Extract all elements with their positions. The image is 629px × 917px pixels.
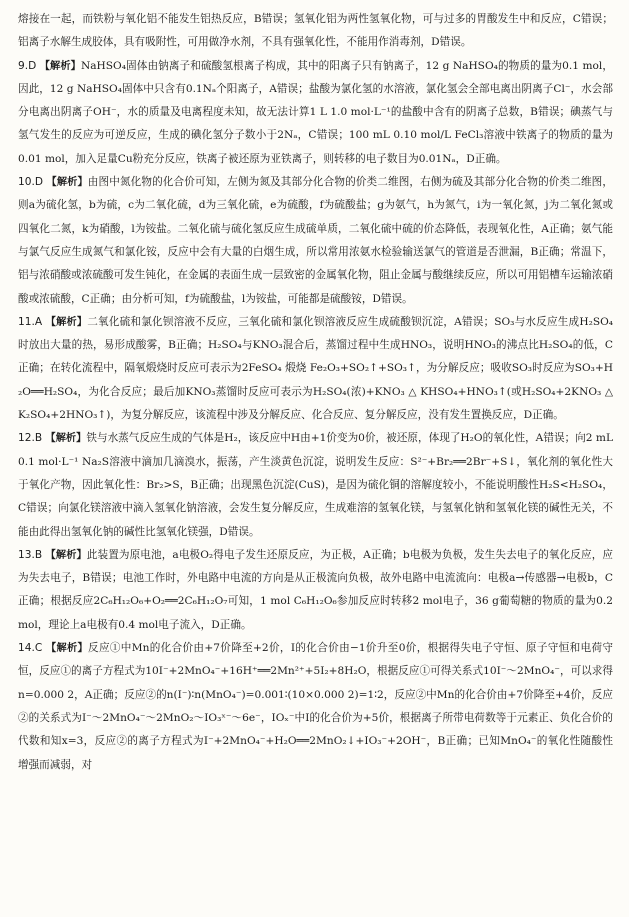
analysis-tag: 【解析】: [45, 643, 89, 655]
question-number: 12.B: [18, 432, 43, 445]
analysis-text: 二氧化硫和氯化钡溶液不反应，三氧化硫和氯化钡溶液反应生成硫酸钡沉淀，A错误；SO₃与水反应生成H₂SO₄时放出大量的热，易形成酸雾，B正确；H₂SO₄与KNO₃混合后，蒸馏过程中生成HNO₃，说明HNO₃的沸点比H₂SO₄的低，C正确；在转化流程中，隔氧煅烧时反应可表示为2FeSO₄ 煅烧 Fe₂O₃+SO₂↑+SO₃↑，为分解反应；吸收SO₃时反应为SO₃+H₂O══H₂SO₄，为化合反应；最后加KNO₃蒸馏时反应可表示为H₂SO₄(浓)+KNO₃ △ KHSO₄+HNO₃↑(或H₂SO₄+2KNO₃ △ K₂SO₄+2HNO₃↑)，为复分解反应，该流程中涉及分解反应、化合反应、复分解反应，没有发生置换反应，D正确。: [18, 315, 614, 422]
question-number: 11.A: [18, 315, 43, 328]
analysis-text: 反应①中Mn的化合价由+7价降至+2价，I的化合价由−1价升至0价，根据得失电子守恒、原子守恒和电荷守恒，反应①的离子方程式为10I⁻+2MnO₄⁻+16H⁺══2Mn²⁺+5I₂+8H₂O，根据反应①可得关系式10I⁻～2MnO₄⁻，可以求得n=0.000 2，A正确；反应②的n(I⁻)∶n(MnO₄⁻)=0.001∶(10×0.000 2)=1∶2，反应②中Mn的化合价由+7价降至+4价，反应②的关系式为I⁻～2MnO₄⁻～2MnO₂～IO₃ˣ⁻～6e⁻，IOₓ⁻中I的化合价为+5价，根据离子所带电荷数等于元素正、负化合价的代数和知x=3，反应②的离子方程式为I⁻+2MnO₄⁻+H₂O══2MnO₂↓+IO₃⁻+2OH⁻，B正确；已知MnO₄⁻的氧化性随酸性增强而减弱，对: [18, 642, 613, 771]
analysis-tag: 【解析】: [46, 177, 88, 189]
answer-item-12: [18, 427, 613, 543]
question-number: 9.D: [18, 59, 37, 72]
analysis-tag: 【解析】: [45, 316, 88, 328]
answer-item-11: [18, 311, 613, 427]
answer-item-14: [18, 637, 613, 777]
answer-item-13: [18, 544, 613, 637]
answer-item-10: [18, 171, 613, 311]
analysis-text: 铁与水蒸气反应生成的气体是H₂，该反应中H由+1价变为0价，被还原，体现了H₂O的氧化性，A错误；向2 mL 0.1 mol·L⁻¹ Na₂S溶液中滴加几滴溴水，振荡，产生淡黄色沉淀，说明发生反应：S²⁻+Br₂══2Br⁻+S↓，氧化剂的氧化性大于氧化产物，因此氧化性：Br₂>S，B正确；出现黑色沉淀(CuS)，是因为硫化铜的溶解度较小，不能说明酸性H₂S<H₂SO₄，C错误；向氯化镁溶液中滴入氢氧化钠溶液，会发生复分解反应，生成难溶的氢氧化镁，与氢氧化钠和氢氧化镁的碱性无关，不能由此得出氢氧化钠的碱性比氢氧化镁强，D错误。: [18, 432, 613, 538]
analysis-text: 由图中氮化物的化合价可知，左侧为氮及其部分化合物的价类二维图，右侧为硫及其部分化合物的价类二维图，则a为硫化氢，b为硫，c为二氧化硫，d为三氧化硫，e为硫酸，f为硫酸盐；g为氨气，h为氮气，i为一氧化氮，j为二氧化氮或四氧化二氮，k为硝酸，l为铵盐。二氧化硫与硫化氢反应生成硫单质，二氧化硫中硫的价态降低，表现氧化性，A正确；氨气能与氯气反应生成氮气和氯化铵，反应中会有大量的白烟生成，所以常用浓氨水检验输送氯气的管道是否泄漏，B正确；常温下，铝与浓硝酸或浓硫酸可发生钝化，在金属的表面生成一层致密的金属氧化物，阻止金属与酸继续反应，所以可用铝槽车运输浓硝酸或浓硫酸，C正确；由分析可知，f为硫酸盐，l为铵盐，可能都是硫酸铵，D错误。: [18, 176, 613, 305]
question-number: 14.C: [18, 642, 43, 655]
analysis-tag: 【解析】: [39, 60, 81, 72]
question-number: 10.D: [18, 176, 44, 189]
answer-item-9: [18, 55, 613, 171]
question-number: 13.B: [18, 548, 43, 561]
analysis-text: 此装置为原电池，a电极O₂得电子发生还原反应，为正极，A正确；b电极为负极，发生失去电子的氧化反应，应为失去电子，B错误；电池工作时，外电路中电流的方向是从正极流向负极，故外电路中电流流向：电极a→传感器→电极b，C正确；根据反应2C₆H₁₂O₆+O₂══2C₆H₁₂O₇可知，1 mol C₆H₁₂O₆参加反应时转移2 mol电子，36 g葡萄糖的物质的量为0.2 mol，理论上a电极有0.4 mol电子流入，D正确。: [18, 548, 613, 631]
analysis-text: NaHSO₄固体由钠离子和硫酸氢根离子构成，其中的阳离子只有钠离子，12 g NaHSO₄的物质的量为0.1 mol，因此，12 g NaHSO₄固体中只含有0.1Nₐ个阳离子，A错误；盐酸为氯化氢的水溶液，氯化氢会全部电离出阴离子Cl⁻，水会部分电离出阴离子OH⁻，水的质量及电离程度未知，故无法计算1 L 1.0 mol·L⁻¹的盐酸中含有的阴离子总数，B错误；碘蒸气与氢气发生的反应为可逆反应，生成的碘化氢分子数小于2Nₐ，C错误；100 mL 0.10 mol/L FeCl₃溶液中铁离子的物质的量为0.01 mol，加入足量Cu粉充分反应，铁离子被还原为亚铁离子，则转移的电子数目为0.01Nₐ，D正确。: [18, 59, 614, 165]
intro-paragraph: 熔接在一起，而铁粉与氧化铝不能发生铝热反应，B错误；氢氧化铝为两性氢氧化物，可与过多的胃酸发生中和反应，C错误；铝离子水解生成胶体，具有吸附性，可用做净水剂，不具有强氧化性，不能用作消毒剂，D错误。: [18, 13, 613, 49]
analysis-tag: 【解析】: [45, 549, 87, 561]
analysis-tag: 【解析】: [45, 433, 87, 445]
